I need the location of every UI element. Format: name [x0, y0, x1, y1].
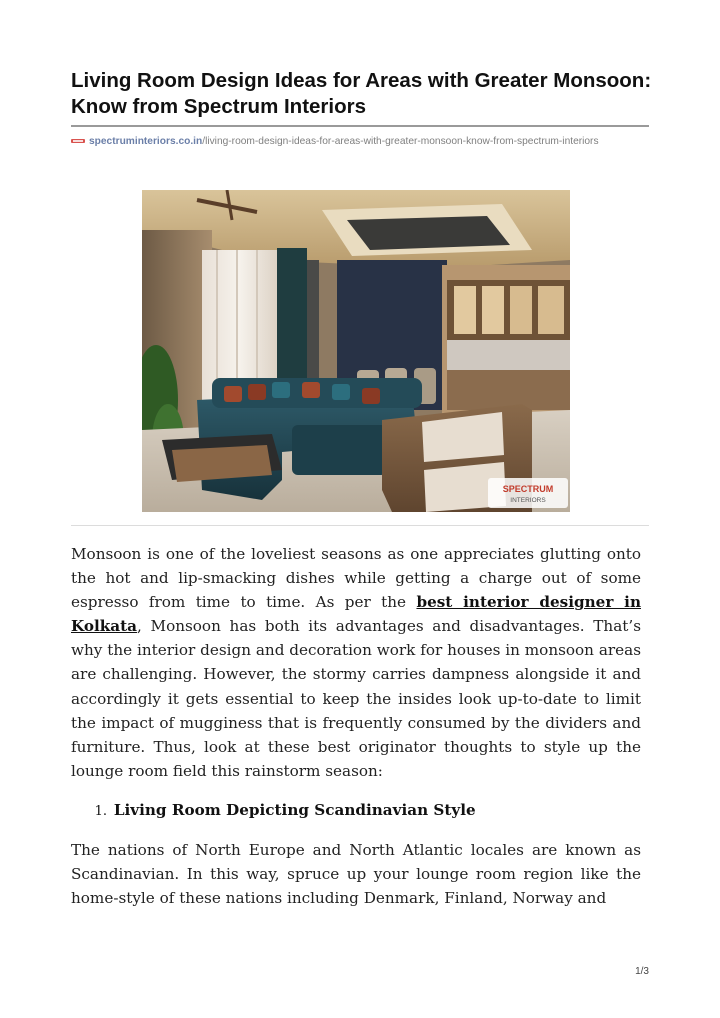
site-favicon-icon	[71, 137, 85, 145]
source-url[interactable]	[71, 135, 661, 149]
page-number: 1/3	[635, 966, 649, 977]
svg-text:INTERIORS: INTERIORS	[510, 497, 546, 504]
list-number: 1.	[94, 804, 107, 819]
source-path[interactable]: /living-room-design-ideas-for-areas-with-greater-monsoon-know-from-spectrum-interiors	[202, 136, 599, 147]
paragraph-text: Monsoon is one of the loveliest seasons as one appreciates glutting onto the hot and lip-smacking dishes while getting a charge out of some espresso from time to time. As per the	[71, 545, 641, 612]
title-divider	[71, 125, 649, 127]
best-interior-designer-link[interactable]: best interior designer in Kolkata	[71, 593, 641, 636]
section-heading: Living Room Depicting Scandinavian Style	[113, 801, 476, 819]
intro-paragraph	[71, 542, 641, 783]
list-item	[71, 799, 641, 823]
paragraph-text: , Monsoon has both its advantages and disadvantages. That’s why the interior design and decoration work for houses in monsoon areas are challenging. However, the stormy carries dampness alongside it and accordingly it gets essential to keep the insides look up-to-date to limit the impact of mugginess that is frequently consumed by the dividers and furniture. Thus, look at these best originator thoughts to style up the lounge room field this rainstorm season:	[71, 617, 641, 780]
scandinavian-paragraph: The nations of North Europe and North Atlantic locales are known as Scandinavian. In this way, spruce up your lounge room region like the home-style of these nations including Denmark, Finland, Norway and	[71, 841, 641, 908]
living-room-photo	[142, 190, 570, 512]
page-title: Living Room Design Ideas for Areas with Greater Monsoon: Know from Spectrum Interiors	[71, 69, 652, 118]
svg-text:SPECTRUM: SPECTRUM	[502, 484, 554, 494]
source-domain[interactable]: spectruminteriors.co.in	[89, 136, 203, 147]
image-divider	[71, 525, 649, 526]
